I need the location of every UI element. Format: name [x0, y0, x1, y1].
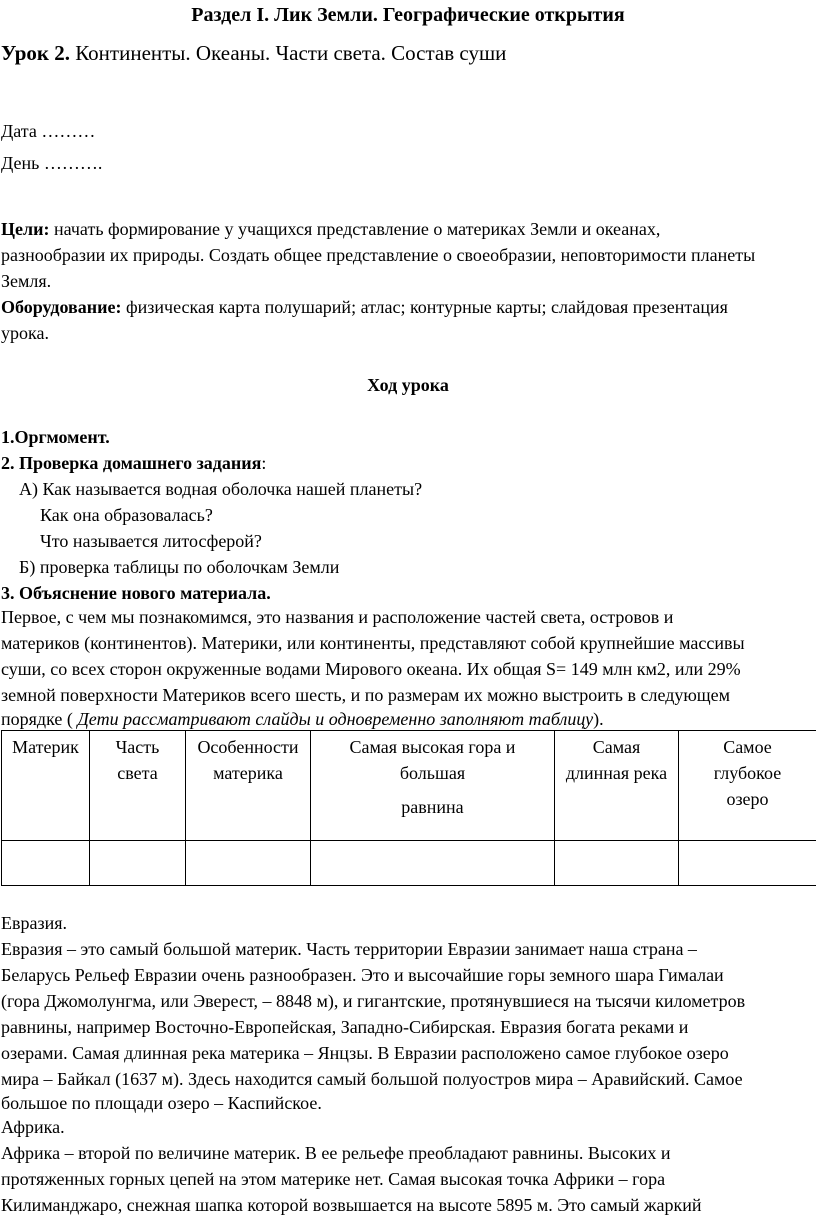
table-cell[interactable]	[90, 841, 186, 886]
intro-line-5-end: ).	[593, 709, 604, 729]
intro-line-3: суши, со всех сторон окруженные водами Мирового океана. Их общая S= 149 млн км2, или 29%	[1, 659, 741, 679]
africa-heading: Африка.	[1, 1117, 65, 1137]
eurasia-line-2: Беларусь Рельеф Евразии очень разнообразен. Это и высочайшие горы земного шара Гималаи	[1, 965, 724, 985]
header-cell-features: Особенности материка	[186, 731, 311, 841]
eurasia-heading: Евразия.	[1, 913, 68, 933]
africa-line-2: протяженных горных цепей на этом материке нет. Самая высокая точка Африки – гора	[1, 1169, 666, 1189]
table-cell[interactable]	[2, 841, 90, 886]
eurasia-line-3: (гора Джомолунгма, или Эверест, – 8848 м), и гигантские, протянувшиеся на тысячи километров	[1, 991, 746, 1011]
step-1: 1.Оргмомент.	[1, 427, 110, 447]
table-row	[2, 841, 816, 886]
question-a-3: Что называется литосферой?	[40, 531, 262, 551]
goals-text-1: начать формирование у учащихся представление о материках Земли и океанах,	[49, 219, 661, 239]
intro-line-5-start: порядке (	[1, 709, 78, 729]
course-heading: Ход урока	[367, 375, 449, 395]
eurasia-line-7: большое по площади озеро – Каспийское.	[1, 1093, 322, 1113]
table-cell[interactable]	[679, 841, 816, 886]
intro-line-4: земной поверхности Материков всего шесть, и по размерам их можно выстроить в следующем	[1, 685, 731, 705]
header-cell-deepest-lake: Самое глубокое озеро	[679, 731, 816, 841]
eurasia-line-1: Евразия – это самый большой материк. Часть территории Евразии занимает наша страна –	[1, 939, 697, 959]
eurasia-line-5: озерами. Самая длинная река материка – Янцзы. В Евразии расположено самое глубокое озеро	[1, 1043, 729, 1063]
intro-line-5	[1, 706, 604, 732]
equipment-line-2: урока.	[1, 323, 49, 343]
continents-table	[1, 730, 816, 886]
intro-line-5-italic: Дети рассматривают слайды и одновременно заполняют таблицу	[77, 709, 594, 729]
intro-line-1: Первое, с чем мы познакомимся, это названия и расположение частей света, островов и	[1, 607, 674, 627]
africa-line-1: Африка – второй по величине материк. В ее рельефе преобладают равнины. Высоких и	[1, 1143, 671, 1163]
header-cell-highest-mountain: Самая высокая гора и большая равнина	[311, 731, 555, 841]
step-2-label: 2. Проверка домашнего задания	[1, 453, 262, 473]
question-b: Б) проверка таблицы по оболочкам Земли	[19, 557, 340, 577]
table-cell[interactable]	[311, 841, 555, 886]
table-cell[interactable]	[555, 841, 679, 886]
eurasia-line-4: равнины, например Восточно-Европейская, Западно-Сибирская. Евразия богата реками и	[1, 1017, 689, 1037]
table-header-row	[2, 731, 816, 841]
equipment-line-1	[1, 294, 728, 320]
goals-label: Цели:	[1, 219, 50, 239]
date-line: Дата ………	[1, 121, 96, 141]
section-title: Раздел I. Лик Земли. Географические открытия	[191, 4, 625, 26]
header-cell-longest-river: Самая длинная река	[555, 731, 679, 841]
table-cell[interactable]	[186, 841, 311, 886]
step-2	[1, 450, 266, 476]
question-a: А) Как называется водная оболочка нашей планеты?	[19, 479, 423, 499]
lesson-title-line	[1, 40, 506, 66]
equipment-label: Оборудование:	[1, 297, 122, 317]
goals-line-3: Земля.	[1, 271, 52, 291]
equipment-text-1: физическая карта полушарий; атлас; контурные карты; слайдовая презентация	[121, 297, 728, 317]
goals-line-1	[1, 216, 660, 242]
eurasia-line-6: мира – Байкал (1637 м). Здесь находится самый большой полуостров мира – Аравийский. Самое	[1, 1069, 743, 1089]
lesson-label: Урок 2.	[1, 41, 70, 65]
goals-line-2: разнообразии их природы. Создать общее представление о своеобразии, неповторимости планеты	[1, 245, 756, 265]
lesson-title: Континенты. Океаны. Части света. Состав суши	[69, 41, 507, 65]
intro-line-2: материков (континентов). Материки, или континенты, представляют собой крупнейшие массивы	[1, 633, 745, 653]
header-cell-continent: Материк	[2, 731, 90, 841]
day-line: День ……….	[1, 153, 103, 173]
step-3: 3. Объяснение нового материала.	[1, 583, 271, 603]
header-cell-world-part: Часть света	[90, 731, 186, 841]
step-2-colon: :	[261, 453, 267, 473]
question-a-2: Как она образовалась?	[40, 505, 213, 525]
africa-line-3: Килиманджаро, снежная шапка которой возвышается на высоте 5895 м. Это самый жаркий	[1, 1195, 702, 1215]
